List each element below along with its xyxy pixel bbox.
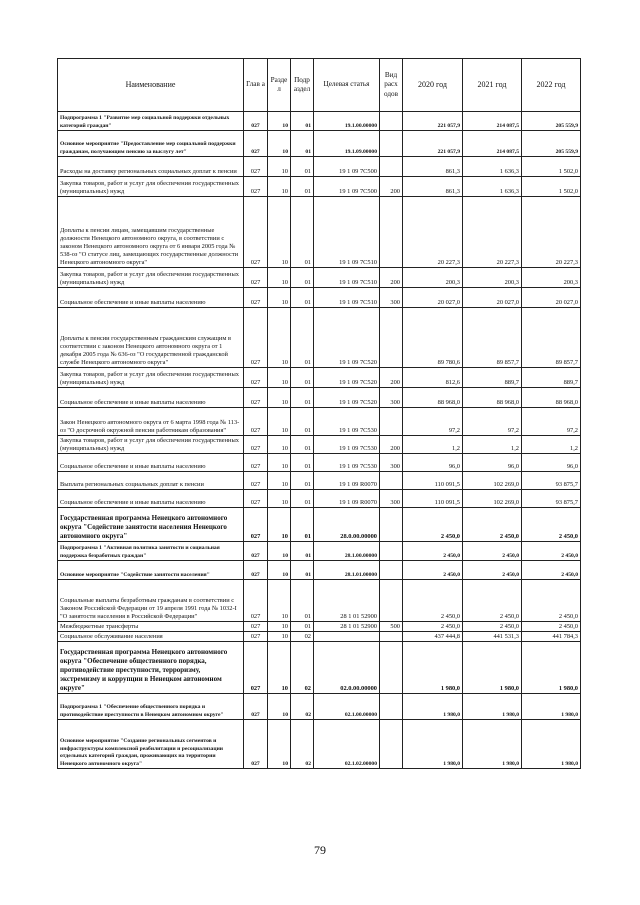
row-2020: 2 450,0	[403, 542, 463, 561]
row-exp-type: 300	[380, 288, 403, 308]
row-article: 19 1 09 7С500	[314, 157, 380, 177]
row-2022: 20 027,0	[522, 288, 581, 308]
row-glava: 027	[244, 632, 268, 642]
row-2021: 214 087,5	[463, 112, 522, 131]
row-glava: 027	[244, 288, 268, 308]
row-podrazdel: 01	[291, 580, 314, 622]
row-2020: 1 980,0	[403, 694, 463, 720]
row-2021: 1 980,0	[463, 720, 522, 769]
row-glava: 027	[244, 580, 268, 622]
row-podrazdel: 01	[291, 490, 314, 508]
table-row	[58, 454, 581, 472]
row-article: 28 1 01 52900	[314, 580, 380, 622]
row-2022: 2 450,0	[522, 622, 581, 632]
row-exp-type	[380, 720, 403, 769]
header-article: Целевая статья	[314, 59, 380, 112]
row-2022: 441 784,3	[522, 632, 581, 642]
row-name: Социальное обслуживание населения	[58, 632, 244, 642]
row-razdel: 10	[268, 408, 291, 436]
row-glava: 027	[244, 622, 268, 632]
table-row	[58, 131, 581, 157]
header-2020: 2020 год	[403, 59, 463, 112]
table-row	[58, 388, 581, 408]
row-glava: 027	[244, 268, 268, 288]
row-name: Социальное обеспечение и иные выплаты населению	[58, 388, 244, 408]
row-glava: 027	[244, 131, 268, 157]
row-glava: 027	[244, 542, 268, 561]
table-row	[58, 580, 581, 622]
row-exp-type	[380, 632, 403, 642]
row-2022: 93 875,7	[522, 490, 581, 508]
row-article: 19 1 09 7С530	[314, 436, 380, 454]
row-name: Доплаты к пенсии государственным гражданским служащим в соответствии с законом Ненецкого автономного округа от 1 декабря 2005 года № 636-оз "О государственной гражданской службе Ненецкого автономного округа"	[58, 308, 244, 368]
row-2020: 861,3	[403, 177, 463, 197]
row-razdel: 10	[268, 177, 291, 197]
row-2022: 97,2	[522, 408, 581, 436]
row-glava: 027	[244, 720, 268, 769]
row-podrazdel: 01	[291, 131, 314, 157]
row-name: Государственная программа Ненецкого автономного округа "Обеспечение общественного порядка, противодействие преступности, терроризму, экстремизму и коррупции в Ненецком автономном округе"	[58, 642, 244, 694]
row-podrazdel: 01	[291, 288, 314, 308]
row-razdel: 10	[268, 388, 291, 408]
row-exp-type	[380, 542, 403, 561]
row-exp-type	[380, 157, 403, 177]
row-2021: 2 450,0	[463, 561, 522, 580]
row-2022: 2 450,0	[522, 561, 581, 580]
row-razdel: 10	[268, 472, 291, 490]
table-row	[58, 632, 581, 642]
row-exp-type	[380, 642, 403, 694]
row-razdel: 10	[268, 694, 291, 720]
header-row	[58, 59, 581, 112]
row-2021: 1 980,0	[463, 642, 522, 694]
row-podrazdel: 01	[291, 112, 314, 131]
row-podrazdel: 01	[291, 542, 314, 561]
row-article: 02.0.00.00000	[314, 642, 380, 694]
table-row	[58, 308, 581, 368]
row-2021: 214 087,5	[463, 131, 522, 157]
row-glava: 027	[244, 454, 268, 472]
row-name: Закупка товаров, работ и услуг для обеспечения государственных (муниципальных) нужд	[58, 368, 244, 388]
row-2022: 1 980,0	[522, 720, 581, 769]
row-2021: 1 980,0	[463, 694, 522, 720]
row-exp-type: 200	[380, 177, 403, 197]
header-podrazdel: Подр аздел	[291, 59, 314, 112]
table-row	[58, 542, 581, 561]
row-article: 19 1 09 7С530	[314, 408, 380, 436]
row-2022: 2 450,0	[522, 508, 581, 542]
row-article: 19 1 09 R0070	[314, 490, 380, 508]
row-2021: 96,0	[463, 454, 522, 472]
row-razdel: 10	[268, 197, 291, 268]
row-exp-type	[380, 561, 403, 580]
row-razdel: 10	[268, 268, 291, 288]
row-podrazdel: 02	[291, 642, 314, 694]
row-exp-type	[380, 112, 403, 131]
row-razdel: 10	[268, 131, 291, 157]
row-2020: 200,3	[403, 268, 463, 288]
row-razdel: 10	[268, 561, 291, 580]
row-2020: 1 980,0	[403, 642, 463, 694]
row-article: 19.1.00.00000	[314, 112, 380, 131]
row-glava: 027	[244, 472, 268, 490]
row-podrazdel: 01	[291, 268, 314, 288]
row-razdel: 10	[268, 508, 291, 542]
row-glava: 027	[244, 642, 268, 694]
row-name: Социальное обеспечение и иные выплаты населению	[58, 288, 244, 308]
row-glava: 027	[244, 308, 268, 368]
row-2020: 89 780,6	[403, 308, 463, 368]
row-2022: 93 875,7	[522, 472, 581, 490]
row-glava: 027	[244, 368, 268, 388]
row-exp-type: 300	[380, 454, 403, 472]
table-row	[58, 408, 581, 436]
row-2022: 2 450,0	[522, 580, 581, 622]
row-name: Выплата региональных социальных доплат к пенсии	[58, 472, 244, 490]
row-glava: 027	[244, 112, 268, 131]
header-name: Наименование	[58, 59, 244, 112]
row-2021: 1 636,3	[463, 157, 522, 177]
row-2021: 1 636,3	[463, 177, 522, 197]
row-name: Закупка товаров, работ и услуг для обеспечения государственных (муниципальных) нужд	[58, 268, 244, 288]
row-2021: 102 269,0	[463, 490, 522, 508]
table-row	[58, 561, 581, 580]
row-2022: 1 980,0	[522, 642, 581, 694]
row-2020: 1,2	[403, 436, 463, 454]
row-name: Основное мероприятие "Содействие занятости населения"	[58, 561, 244, 580]
row-article: 28 1 01 52900	[314, 622, 380, 632]
table-row	[58, 642, 581, 694]
row-razdel: 10	[268, 454, 291, 472]
row-2021: 97,2	[463, 408, 522, 436]
row-2022: 1,2	[522, 436, 581, 454]
row-2022: 20 227,3	[522, 197, 581, 268]
row-podrazdel: 01	[291, 308, 314, 368]
row-article: 28.0.00.00000	[314, 508, 380, 542]
row-2020: 2 450,0	[403, 561, 463, 580]
table-row	[58, 157, 581, 177]
row-name: Подпрограмма 1 "Активная политика занятости и социальная поддержка безработных граждан"	[58, 542, 244, 561]
row-2020: 1 980,0	[403, 720, 463, 769]
row-2022: 1 980,0	[522, 694, 581, 720]
row-2021: 889,7	[463, 368, 522, 388]
row-razdel: 10	[268, 632, 291, 642]
row-2020: 97,2	[403, 408, 463, 436]
table-row	[58, 268, 581, 288]
row-article: 28.1.01.00000	[314, 561, 380, 580]
row-2021: 2 450,0	[463, 580, 522, 622]
row-article: 19 1 09 7С520	[314, 388, 380, 408]
row-2020: 437 444,8	[403, 632, 463, 642]
table-row	[58, 368, 581, 388]
row-razdel: 10	[268, 288, 291, 308]
row-2020: 96,0	[403, 454, 463, 472]
row-article: 19.1.09.00000	[314, 131, 380, 157]
row-2021: 20 027,0	[463, 288, 522, 308]
row-razdel: 10	[268, 720, 291, 769]
row-2020: 221 057,9	[403, 112, 463, 131]
row-2020: 812,6	[403, 368, 463, 388]
row-glava: 027	[244, 388, 268, 408]
row-2020: 110 091,5	[403, 472, 463, 490]
row-exp-type: 500	[380, 622, 403, 632]
table-row	[58, 436, 581, 454]
row-podrazdel: 01	[291, 177, 314, 197]
row-podrazdel: 01	[291, 436, 314, 454]
row-razdel: 10	[268, 157, 291, 177]
row-article: 28.1.00.00000	[314, 542, 380, 561]
page-number: 79	[314, 843, 326, 857]
row-2020: 110 091,5	[403, 490, 463, 508]
row-podrazdel: 01	[291, 454, 314, 472]
row-razdel: 10	[268, 542, 291, 561]
row-name: Расходы на доставку региональных социальных доплат к пенсии	[58, 157, 244, 177]
row-exp-type: 300	[380, 388, 403, 408]
row-name: Межбюджетные трансферты	[58, 622, 244, 632]
row-2021: 89 857,7	[463, 308, 522, 368]
row-article: 02.1.00.00000	[314, 694, 380, 720]
table-row	[58, 508, 581, 542]
row-glava: 027	[244, 177, 268, 197]
row-article: 19 1 09 7С520	[314, 368, 380, 388]
row-article: 02.1.02.00000	[314, 720, 380, 769]
row-podrazdel: 01	[291, 157, 314, 177]
row-podrazdel: 01	[291, 561, 314, 580]
row-exp-type	[380, 472, 403, 490]
row-article: 19 1 09 7С510	[314, 197, 380, 268]
row-glava: 027	[244, 694, 268, 720]
row-name: Основное мероприятие "Предоставление мер социальной поддержки гражданам, получающим пенсию за выслугу лет"	[58, 131, 244, 157]
row-2022: 96,0	[522, 454, 581, 472]
row-2020: 2 450,0	[403, 580, 463, 622]
row-2021: 88 968,0	[463, 388, 522, 408]
row-exp-type	[380, 308, 403, 368]
row-exp-type	[380, 580, 403, 622]
row-name: Подпрограмма 1 "Развитие мер социальной поддержки отдельных категорий граждан"	[58, 112, 244, 131]
row-2021: 20 227,3	[463, 197, 522, 268]
row-article: 19 1 09 7С510	[314, 288, 380, 308]
row-name: Социальное обеспечение и иные выплаты населению	[58, 490, 244, 508]
row-exp-type	[380, 197, 403, 268]
row-glava: 027	[244, 508, 268, 542]
row-exp-type	[380, 694, 403, 720]
row-2022: 89 857,7	[522, 308, 581, 368]
table-row	[58, 177, 581, 197]
row-name: Государственная программа Ненецкого автономного округа "Содействие занятости населения Ненецкого автономного округа"	[58, 508, 244, 542]
row-exp-type	[380, 508, 403, 542]
row-2022: 2 450,0	[522, 542, 581, 561]
row-2022: 205 559,9	[522, 131, 581, 157]
row-2022: 88 968,0	[522, 388, 581, 408]
row-name: Подпрограмма 1 "Обеспечение общественного порядка и противодействие преступности в Ненецком автономном округе"	[58, 694, 244, 720]
row-2021: 2 450,0	[463, 508, 522, 542]
row-2021: 2 450,0	[463, 542, 522, 561]
row-podrazdel: 01	[291, 408, 314, 436]
row-razdel: 10	[268, 112, 291, 131]
row-razdel: 10	[268, 436, 291, 454]
table-row	[58, 490, 581, 508]
row-2020: 20 027,0	[403, 288, 463, 308]
header-exp-type: Вид расх одов	[380, 59, 403, 112]
row-razdel: 10	[268, 368, 291, 388]
row-razdel: 10	[268, 642, 291, 694]
row-2021: 102 269,0	[463, 472, 522, 490]
table-row	[58, 197, 581, 268]
header-glava: Глав а	[244, 59, 268, 112]
row-2020: 20 227,3	[403, 197, 463, 268]
row-glava: 027	[244, 157, 268, 177]
row-podrazdel: 01	[291, 197, 314, 268]
row-podrazdel: 02	[291, 694, 314, 720]
header-2021: 2021 год	[463, 59, 522, 112]
row-2020: 2 450,0	[403, 622, 463, 632]
row-podrazdel: 01	[291, 508, 314, 542]
row-name: Закон Ненецкого автономного округа от 6 марта 1998 года № 113-оз "О досрочной окружной пенсии работникам образования"	[58, 408, 244, 436]
row-glava: 027	[244, 408, 268, 436]
table-row	[58, 622, 581, 632]
row-glava: 027	[244, 197, 268, 268]
row-2020: 88 968,0	[403, 388, 463, 408]
row-exp-type	[380, 131, 403, 157]
row-article: 19 1 09 7С500	[314, 177, 380, 197]
row-exp-type: 200	[380, 368, 403, 388]
row-name: Доплаты к пенсии лицам, замещавшим государственные должности Ненецкого автономного округа, в соответствии с законом Ненецкого автономного округа от 6 января 2005 года № 538-оз "О статусе лиц, замещающих государственные должности Ненецкого автономного округа"	[58, 197, 244, 268]
row-article: 19 1 09 R0070	[314, 472, 380, 490]
row-podrazdel: 01	[291, 368, 314, 388]
row-article	[314, 632, 380, 642]
row-podrazdel: 01	[291, 622, 314, 632]
row-2022: 200,3	[522, 268, 581, 288]
row-name: Социальное обеспечение и иные выплаты населению	[58, 454, 244, 472]
row-2021: 1,2	[463, 436, 522, 454]
row-2022: 1 502,0	[522, 157, 581, 177]
row-razdel: 10	[268, 308, 291, 368]
row-razdel: 10	[268, 490, 291, 508]
row-2022: 889,7	[522, 368, 581, 388]
row-exp-type	[380, 408, 403, 436]
row-2021: 441 531,3	[463, 632, 522, 642]
row-article: 19 1 09 7С520	[314, 308, 380, 368]
row-2022: 1 502,0	[522, 177, 581, 197]
row-2021: 2 450,0	[463, 622, 522, 632]
table-row	[58, 694, 581, 720]
row-2021: 200,3	[463, 268, 522, 288]
row-2020: 221 057,9	[403, 131, 463, 157]
row-2020: 861,3	[403, 157, 463, 177]
row-razdel: 10	[268, 622, 291, 632]
header-razdel: Разде л	[268, 59, 291, 112]
row-glava: 027	[244, 436, 268, 454]
header-2022: 2022 год	[522, 59, 581, 112]
row-2020: 2 450,0	[403, 508, 463, 542]
budget-sheet	[57, 58, 580, 769]
row-2022: 205 559,9	[522, 112, 581, 131]
row-article: 19 1 09 7С510	[314, 268, 380, 288]
row-name: Основное мероприятие "Создание региональных сегментов и инфраструктуры комплексной реабилитации и ресоциализации отдельных категорий граждан, проживающих на территории Ненецкого автономного округа"	[58, 720, 244, 769]
row-razdel: 10	[268, 580, 291, 622]
table-row	[58, 288, 581, 308]
row-name: Закупка товаров, работ и услуг для обеспечения государственных (муниципальных) нужд	[58, 177, 244, 197]
budget-table	[57, 58, 581, 769]
table-row	[58, 472, 581, 490]
row-podrazdel: 01	[291, 388, 314, 408]
row-glava: 027	[244, 561, 268, 580]
row-podrazdel: 02	[291, 632, 314, 642]
row-glava: 027	[244, 490, 268, 508]
table-body	[58, 112, 581, 769]
row-article: 19 1 09 7С530	[314, 454, 380, 472]
table-row	[58, 720, 581, 769]
row-exp-type: 300	[380, 490, 403, 508]
table-row	[58, 112, 581, 131]
row-podrazdel: 02	[291, 720, 314, 769]
row-name: Закупка товаров, работ и услуг для обеспечения государственных (муниципальных) нужд	[58, 436, 244, 454]
row-exp-type: 200	[380, 436, 403, 454]
row-name: Социальные выплаты безработным гражданам в соответствии с Законом Российской Федерации от 19 апреля 1991 года № 1032-I "О занятости населения в Российской Федерации"	[58, 580, 244, 622]
row-podrazdel: 01	[291, 472, 314, 490]
row-exp-type: 200	[380, 268, 403, 288]
